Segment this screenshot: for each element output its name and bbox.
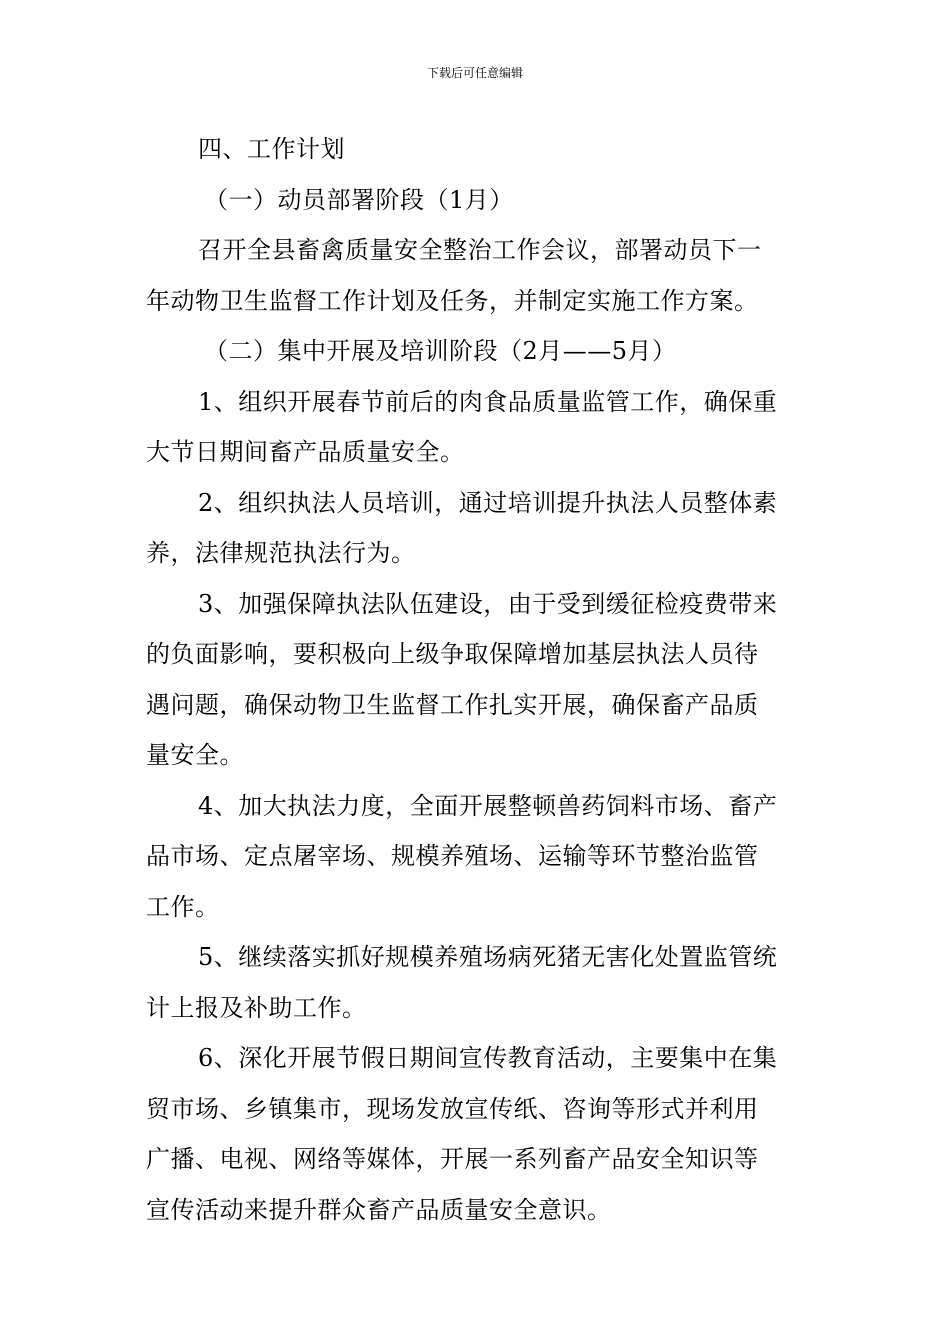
paragraph-line: 工作。 [146, 892, 220, 921]
paragraph-line: 3、加强保障执法队伍建设，由于受到缓征检疫费带来 [198, 589, 778, 618]
paragraph-line: 5、继续落实抓好规模养殖场病死猪无害化处置监管统 [198, 943, 778, 971]
section-heading: 四、工作计划 [198, 135, 345, 163]
paragraph-line: 品市场、定点屠宰场、规模养殖场、运输等环节整治监管 [146, 842, 759, 870]
paragraph-line: 计上报及补助工作。 [146, 993, 367, 1022]
subsection-heading: （一）动员部署阶段（1月） [204, 185, 514, 214]
paragraph-line: 年动物卫生监督工作计划及任务，并制定实施工作方案。 [146, 286, 759, 315]
paragraph-line: 1、组织开展春节前后的肉食品质量监管工作，确保重 [198, 387, 778, 416]
page-header-note: 下载后可任意编辑 [426, 66, 523, 80]
paragraph-line: 6、深化开展节假日期间宣传教育活动，主要集中在集 [198, 1044, 778, 1072]
paragraph-line: 广播、电视、网络等媒体，开展一系列畜产品安全知识等 [146, 1145, 759, 1173]
paragraph-line: 贸市场、乡镇集市，现场发放宣传纸、咨询等形式并利用 [146, 1094, 759, 1123]
paragraph-line: 召开全县畜禽质量安全整治工作会议，部署动员下一 [198, 236, 762, 264]
paragraph-line: 大节日期间畜产品质量安全。 [146, 438, 465, 466]
paragraph-line: 宣传活动来提升群众畜产品质量安全意识。 [146, 1195, 612, 1224]
paragraph-line: 养，法律规范执法行为。 [146, 539, 416, 567]
document-body [146, 124, 808, 1235]
paragraph-line: 遇问题，确保动物卫生监督工作扎实开展，确保畜产品质 [146, 690, 759, 719]
paragraph-line: 2、组织执法人员培训，通过培训提升执法人员整体素 [198, 488, 778, 517]
paragraph-line: 量安全。 [146, 741, 244, 769]
paragraph-line: 4、加大执法力度，全面开展整顿兽药饲料市场、畜产 [198, 791, 778, 820]
paragraph-line: 的负面影响，要积极向上级争取保障增加基层执法人员待 [146, 640, 759, 668]
subsection-heading: （二）集中开展及培训阶段（2月——5月） [204, 337, 677, 365]
